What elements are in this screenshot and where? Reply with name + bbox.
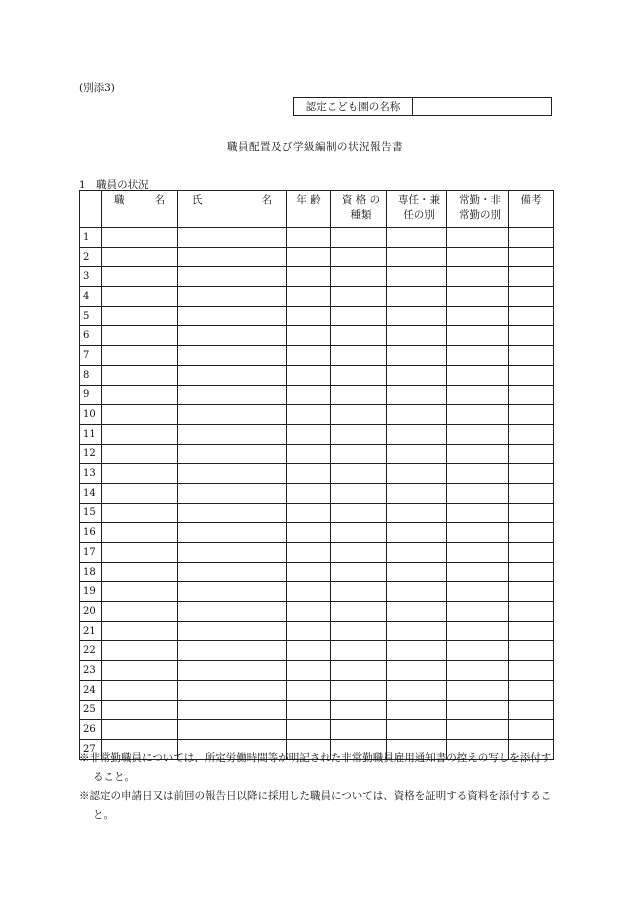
table-row [80,306,554,326]
age-cell[interactable] [287,267,331,287]
position-cell[interactable] [102,424,178,444]
row-number: 20 [80,602,102,622]
age-cell[interactable] [287,543,331,563]
name-cell[interactable] [178,365,287,385]
regular-cell[interactable] [447,267,509,287]
name-cell[interactable] [178,326,287,346]
regular-cell[interactable] [447,306,509,326]
age-cell[interactable] [287,661,331,681]
fulltime-cell[interactable] [387,424,447,444]
qualification-cell[interactable] [331,424,387,444]
table-header-row [80,191,554,228]
table-row [80,326,554,346]
remarks-cell[interactable] [509,641,554,661]
remarks-cell[interactable] [509,247,554,267]
fulltime-cell[interactable] [387,523,447,543]
table-row [80,720,554,740]
age-cell[interactable] [287,464,331,484]
row-number: 25 [80,700,102,720]
row-number: 24 [80,680,102,700]
row-number: 10 [80,405,102,425]
table-row [80,287,554,307]
remarks-cell[interactable] [509,365,554,385]
position-cell[interactable] [102,306,178,326]
table-row [80,523,554,543]
qualification-cell[interactable] [331,247,387,267]
row-number: 12 [80,444,102,464]
remarks-cell[interactable] [509,228,554,248]
age-cell[interactable] [287,444,331,464]
regular-cell[interactable] [447,444,509,464]
qualification-cell[interactable] [331,385,387,405]
age-cell[interactable] [287,287,331,307]
remarks-cell[interactable] [509,346,554,366]
qualification-cell[interactable] [331,543,387,563]
name-cell[interactable] [178,424,287,444]
row-number: 17 [80,543,102,563]
qualification-cell[interactable] [331,602,387,622]
row-number: 5 [80,306,102,326]
fulltime-cell[interactable] [387,543,447,563]
age-cell[interactable] [287,503,331,523]
name-cell[interactable] [178,503,287,523]
position-cell[interactable] [102,483,178,503]
table-row [80,247,554,267]
regular-cell[interactable] [447,582,509,602]
remarks-cell[interactable] [509,700,554,720]
row-number: 19 [80,582,102,602]
age-cell[interactable] [287,385,331,405]
table-row [80,346,554,366]
name-cell[interactable] [178,444,287,464]
row-number: 27 [80,739,102,759]
qualification-cell[interactable] [331,661,387,681]
name-cell[interactable] [178,720,287,740]
qualification-cell[interactable] [331,365,387,385]
age-cell[interactable] [287,228,331,248]
fulltime-cell[interactable] [387,720,447,740]
qualification-cell[interactable] [331,700,387,720]
age-cell[interactable] [287,247,331,267]
header-name: 氏 名 [178,191,287,228]
age-cell[interactable] [287,424,331,444]
qualification-cell[interactable] [331,306,387,326]
fulltime-cell[interactable] [387,483,447,503]
position-cell[interactable] [102,287,178,307]
age-cell[interactable] [287,641,331,661]
regular-cell[interactable] [447,287,509,307]
regular-cell[interactable] [447,228,509,248]
remarks-cell[interactable] [509,326,554,346]
note-part-time: ※非常勤職員については、所定労働時間等が明記された非常勤職員雇用通知書の控えの写しを添付すること。 [79,752,552,783]
annex-label: (別添3) [79,82,115,94]
name-cell[interactable] [178,641,287,661]
header-age: 年 齢 [287,191,331,228]
fulltime-cell[interactable] [387,287,447,307]
name-cell[interactable] [178,267,287,287]
table-row [80,483,554,503]
remarks-cell[interactable] [509,661,554,681]
remarks-cell[interactable] [509,405,554,425]
name-cell[interactable] [178,306,287,326]
age-cell[interactable] [287,405,331,425]
qualification-cell[interactable] [331,444,387,464]
age-cell[interactable] [287,346,331,366]
fulltime-cell[interactable] [387,267,447,287]
name-cell[interactable] [178,405,287,425]
position-cell[interactable] [102,602,178,622]
position-cell[interactable] [102,582,178,602]
position-cell[interactable] [102,385,178,405]
row-number: 16 [80,523,102,543]
qualification-cell[interactable] [331,523,387,543]
name-cell[interactable] [178,661,287,681]
position-cell[interactable] [102,228,178,248]
name-cell[interactable] [178,247,287,267]
facility-name-box [293,97,552,116]
remarks-cell[interactable] [509,523,554,543]
header-qualification: 資 格 の 種類 [331,191,387,228]
regular-cell[interactable] [447,680,509,700]
fulltime-cell[interactable] [387,444,447,464]
regular-cell[interactable] [447,405,509,425]
remarks-cell[interactable] [509,267,554,287]
row-number: 3 [80,267,102,287]
fulltime-cell[interactable] [387,228,447,248]
regular-cell[interactable] [447,503,509,523]
row-number: 22 [80,641,102,661]
qualification-cell[interactable] [331,346,387,366]
remarks-cell[interactable] [509,444,554,464]
position-cell[interactable] [102,365,178,385]
row-number: 13 [80,464,102,484]
fulltime-cell[interactable] [387,247,447,267]
age-cell[interactable] [287,326,331,346]
fulltime-cell[interactable] [387,346,447,366]
header-position: 職 名 [102,191,178,228]
facility-name-field[interactable] [413,98,551,115]
age-cell[interactable] [287,680,331,700]
qualification-cell[interactable] [331,228,387,248]
regular-cell[interactable] [447,523,509,543]
name-cell[interactable] [178,680,287,700]
fulltime-cell[interactable] [387,602,447,622]
qualification-cell[interactable] [331,503,387,523]
row-number: 18 [80,562,102,582]
qualification-cell[interactable] [331,641,387,661]
position-cell[interactable] [102,641,178,661]
age-cell[interactable] [287,602,331,622]
row-number: 26 [80,720,102,740]
fulltime-cell[interactable] [387,621,447,641]
name-cell[interactable] [178,287,287,307]
fulltime-cell[interactable] [387,661,447,681]
name-cell[interactable] [178,562,287,582]
position-cell[interactable] [102,326,178,346]
header-remarks: 備考 [509,191,554,228]
position-cell[interactable] [102,661,178,681]
age-cell[interactable] [287,562,331,582]
remarks-cell[interactable] [509,424,554,444]
table-row [80,641,554,661]
name-cell[interactable] [178,700,287,720]
table-row [80,444,554,464]
fulltime-cell[interactable] [387,680,447,700]
fulltime-cell[interactable] [387,326,447,346]
position-cell[interactable] [102,444,178,464]
remarks-cell[interactable] [509,582,554,602]
qualification-cell[interactable] [331,582,387,602]
section-heading: 1 職員の状況 [79,179,149,191]
age-cell[interactable] [287,483,331,503]
remarks-cell[interactable] [509,543,554,563]
row-number: 7 [80,346,102,366]
regular-cell[interactable] [447,602,509,622]
facility-name-label: 認定こども園の名称 [294,98,413,115]
position-cell[interactable] [102,562,178,582]
name-cell[interactable] [178,464,287,484]
remarks-cell[interactable] [509,562,554,582]
remarks-cell[interactable] [509,464,554,484]
position-cell[interactable] [102,405,178,425]
row-number: 11 [80,424,102,444]
table-row [80,405,554,425]
remarks-cell[interactable] [509,621,554,641]
table-row [80,680,554,700]
fulltime-cell[interactable] [387,582,447,602]
position-cell[interactable] [102,680,178,700]
remarks-cell[interactable] [509,720,554,740]
name-cell[interactable] [178,385,287,405]
remarks-cell[interactable] [509,306,554,326]
regular-cell[interactable] [447,621,509,641]
row-number: 15 [80,503,102,523]
position-cell[interactable] [102,247,178,267]
regular-cell[interactable] [447,562,509,582]
fulltime-cell[interactable] [387,562,447,582]
table-row [80,661,554,681]
remarks-cell[interactable] [509,680,554,700]
name-cell[interactable] [178,602,287,622]
remarks-cell[interactable] [509,287,554,307]
name-cell[interactable] [178,346,287,366]
age-cell[interactable] [287,306,331,326]
regular-cell[interactable] [447,424,509,444]
table-row [80,562,554,582]
regular-cell[interactable] [447,661,509,681]
position-cell[interactable] [102,621,178,641]
table-row [80,267,554,287]
name-cell[interactable] [178,228,287,248]
document-title: 職員配置及び学級編制の状況報告書 [227,141,403,153]
fulltime-cell[interactable] [387,700,447,720]
table-row [80,503,554,523]
regular-cell[interactable] [447,641,509,661]
qualification-cell[interactable] [331,464,387,484]
table-row [80,365,554,385]
age-cell[interactable] [287,523,331,543]
age-cell[interactable] [287,700,331,720]
name-cell[interactable] [178,582,287,602]
qualification-cell[interactable] [331,720,387,740]
name-cell[interactable] [178,543,287,563]
fulltime-cell[interactable] [387,464,447,484]
fulltime-cell[interactable] [387,503,447,523]
name-cell[interactable] [178,621,287,641]
qualification-cell[interactable] [331,621,387,641]
table-row [80,700,554,720]
qualification-cell[interactable] [331,483,387,503]
table-row [80,582,554,602]
regular-cell[interactable] [447,385,509,405]
row-number: 21 [80,621,102,641]
qualification-cell[interactable] [331,680,387,700]
header-regular: 常勤・非 常勤の別 [447,191,509,228]
position-cell[interactable] [102,464,178,484]
position-cell[interactable] [102,720,178,740]
row-number: 9 [80,385,102,405]
row-number: 14 [80,483,102,503]
regular-cell[interactable] [447,543,509,563]
age-cell[interactable] [287,582,331,602]
table-row [80,228,554,248]
regular-cell[interactable] [447,464,509,484]
table-row [80,385,554,405]
row-number: 4 [80,287,102,307]
position-cell[interactable] [102,346,178,366]
table-row [80,621,554,641]
fulltime-cell[interactable] [387,306,447,326]
row-number: 23 [80,661,102,681]
regular-cell[interactable] [447,326,509,346]
row-number: 6 [80,326,102,346]
notes [79,749,559,825]
fulltime-cell[interactable] [387,385,447,405]
regular-cell[interactable] [447,483,509,503]
fulltime-cell[interactable] [387,405,447,425]
fulltime-cell[interactable] [387,641,447,661]
qualification-cell[interactable] [331,405,387,425]
position-cell[interactable] [102,503,178,523]
row-number: 8 [80,365,102,385]
qualification-cell[interactable] [331,326,387,346]
table-row [80,602,554,622]
regular-cell[interactable] [447,720,509,740]
regular-cell[interactable] [447,247,509,267]
header-number [80,191,102,228]
header-fulltime: 専任・兼 任の別 [387,191,447,228]
qualification-cell[interactable] [331,562,387,582]
position-cell[interactable] [102,543,178,563]
position-cell[interactable] [102,523,178,543]
name-cell[interactable] [178,483,287,503]
qualification-cell[interactable] [331,267,387,287]
qualification-cell[interactable] [331,287,387,307]
table-row [80,424,554,444]
regular-cell[interactable] [447,365,509,385]
regular-cell[interactable] [447,700,509,720]
fulltime-cell[interactable] [387,365,447,385]
remarks-cell[interactable] [509,602,554,622]
table-row [80,464,554,484]
age-cell[interactable] [287,621,331,641]
position-cell[interactable] [102,267,178,287]
age-cell[interactable] [287,720,331,740]
table-row [80,543,554,563]
note-new-hires: ※認定の申請日又は前回の報告日以降に採用した職員については、資格を証明する資料を添付すること。 [79,790,552,821]
row-number: 1 [80,228,102,248]
staff-table [79,190,554,760]
remarks-cell[interactable] [509,385,554,405]
remarks-cell[interactable] [509,503,554,523]
remarks-cell[interactable] [509,483,554,503]
age-cell[interactable] [287,365,331,385]
name-cell[interactable] [178,523,287,543]
position-cell[interactable] [102,700,178,720]
row-number: 2 [80,247,102,267]
regular-cell[interactable] [447,346,509,366]
